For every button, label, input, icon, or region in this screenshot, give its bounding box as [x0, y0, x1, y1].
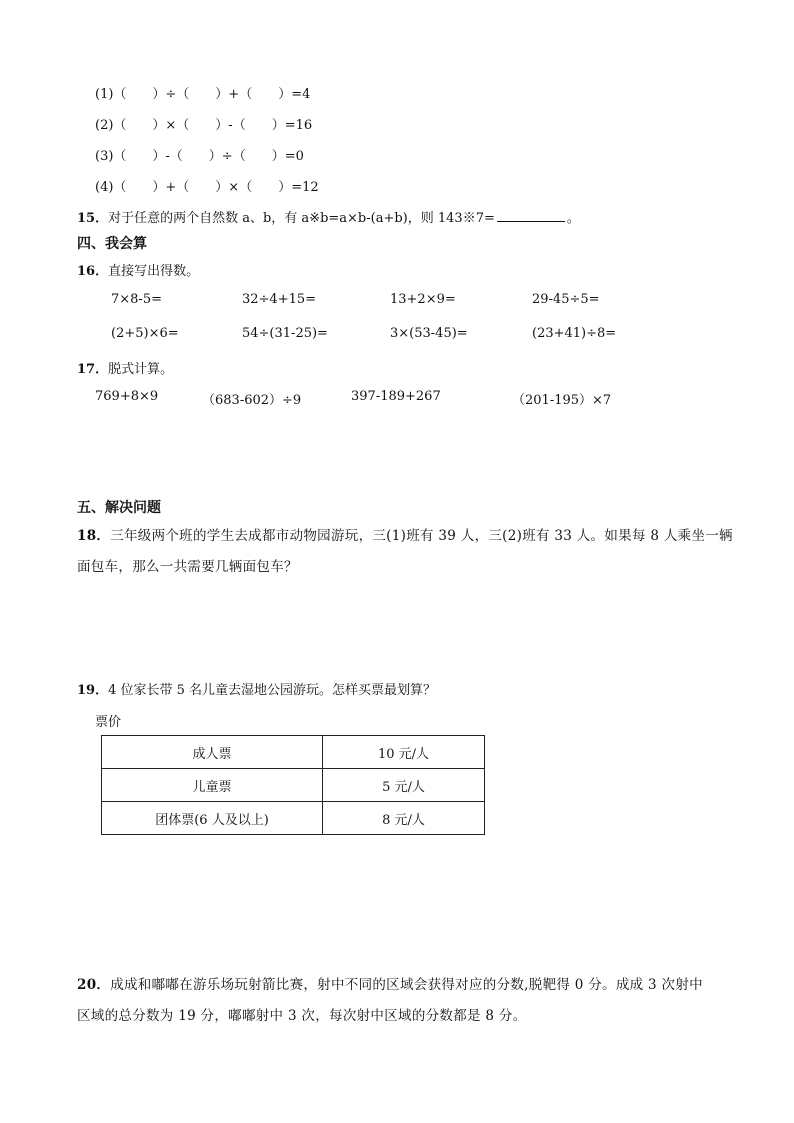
ticket-type: 团体票(6 人及以上): [102, 802, 323, 835]
fill-row-2: (2)（ ）×（ ）-（ ）=16: [95, 118, 313, 133]
fill-row-3: (3)（ ）-（ ）÷（ ）=0: [95, 149, 304, 164]
price-table: [101, 735, 485, 835]
question-number: 16．: [77, 264, 109, 279]
question-text-line-1: 三年级两个班的学生去成都市动物园游玩，三(1)班有 39 人，三(2)班有 33 人。如果每 8 人乘坐一辆: [110, 528, 733, 544]
question-number: 18．: [77, 528, 111, 544]
question-number: 15．: [77, 211, 109, 226]
question-text: 4 位家长带 5 名儿童去湿地公园游玩。怎样买票最划算？: [108, 683, 437, 698]
question-text: 脱式计算。: [108, 362, 174, 377]
question-18-line-2: 面包车，那么一共需要几辆面包车？: [77, 559, 298, 575]
question-end: 。: [566, 211, 580, 226]
question-20: [77, 973, 703, 993]
ticket-price: 8 元/人: [323, 802, 485, 835]
table-row: [102, 736, 485, 769]
section-heading-5: 五、解决问题: [77, 500, 161, 516]
ticket-price: 10 元/人: [323, 736, 485, 769]
answer-blank[interactable]: [497, 209, 565, 222]
price-label: 票价: [95, 715, 122, 730]
calc-item: 32÷4+15=: [242, 292, 317, 307]
question-18: [77, 524, 733, 544]
calc-item: 397-189+267: [351, 389, 441, 404]
calc-item: （683-602）÷9: [202, 393, 302, 408]
calc-item: 54÷(31-25)=: [242, 326, 328, 341]
question-text: 对于任意的两个自然数 a、b，有 a※b=a×b-(a+b)，则 143※7=: [108, 211, 495, 226]
question-number: 20．: [77, 977, 111, 993]
question-16: [77, 260, 199, 279]
calc-item: 7×8-5=: [111, 292, 162, 307]
fill-row-4: (4)（ ）+（ ）×（ ）=12: [95, 180, 319, 195]
question-15: [77, 207, 580, 226]
section-heading-4: 四、我会算: [77, 236, 147, 252]
table-row: [102, 769, 485, 802]
question-19: [77, 679, 436, 698]
question-20-line-2: 区域的总分数为 19 分，嘟嘟射中 3 次，每次射中区域的分数都是 8 分。: [77, 1008, 527, 1024]
calc-item: 3×(53-45)=: [390, 326, 468, 341]
fill-row-1: (1)（ ）÷（ ）+（ ）=4: [95, 87, 311, 102]
calc-item: (2+5)×6=: [111, 326, 179, 341]
calc-item: (23+41)÷8=: [532, 326, 617, 341]
ticket-type: 儿童票: [102, 769, 323, 802]
ticket-price: 5 元/人: [323, 769, 485, 802]
calc-item: 769+8×9: [95, 389, 159, 404]
question-text-line-1: 成成和嘟嘟在游乐场玩射箭比赛，射中不同的区域会获得对应的分数,脱靶得 0 分。成成 3 次射中: [110, 977, 703, 993]
question-17: [77, 358, 173, 377]
question-number: 19．: [77, 683, 109, 698]
calc-item: 29-45÷5=: [532, 292, 600, 307]
ticket-type: 成人票: [102, 736, 323, 769]
table-row: [102, 802, 485, 835]
question-text: 直接写出得数。: [108, 264, 200, 279]
calc-item: （201-195）×7: [512, 393, 612, 408]
calc-item: 13+2×9=: [390, 292, 456, 307]
question-number: 17．: [77, 362, 109, 377]
